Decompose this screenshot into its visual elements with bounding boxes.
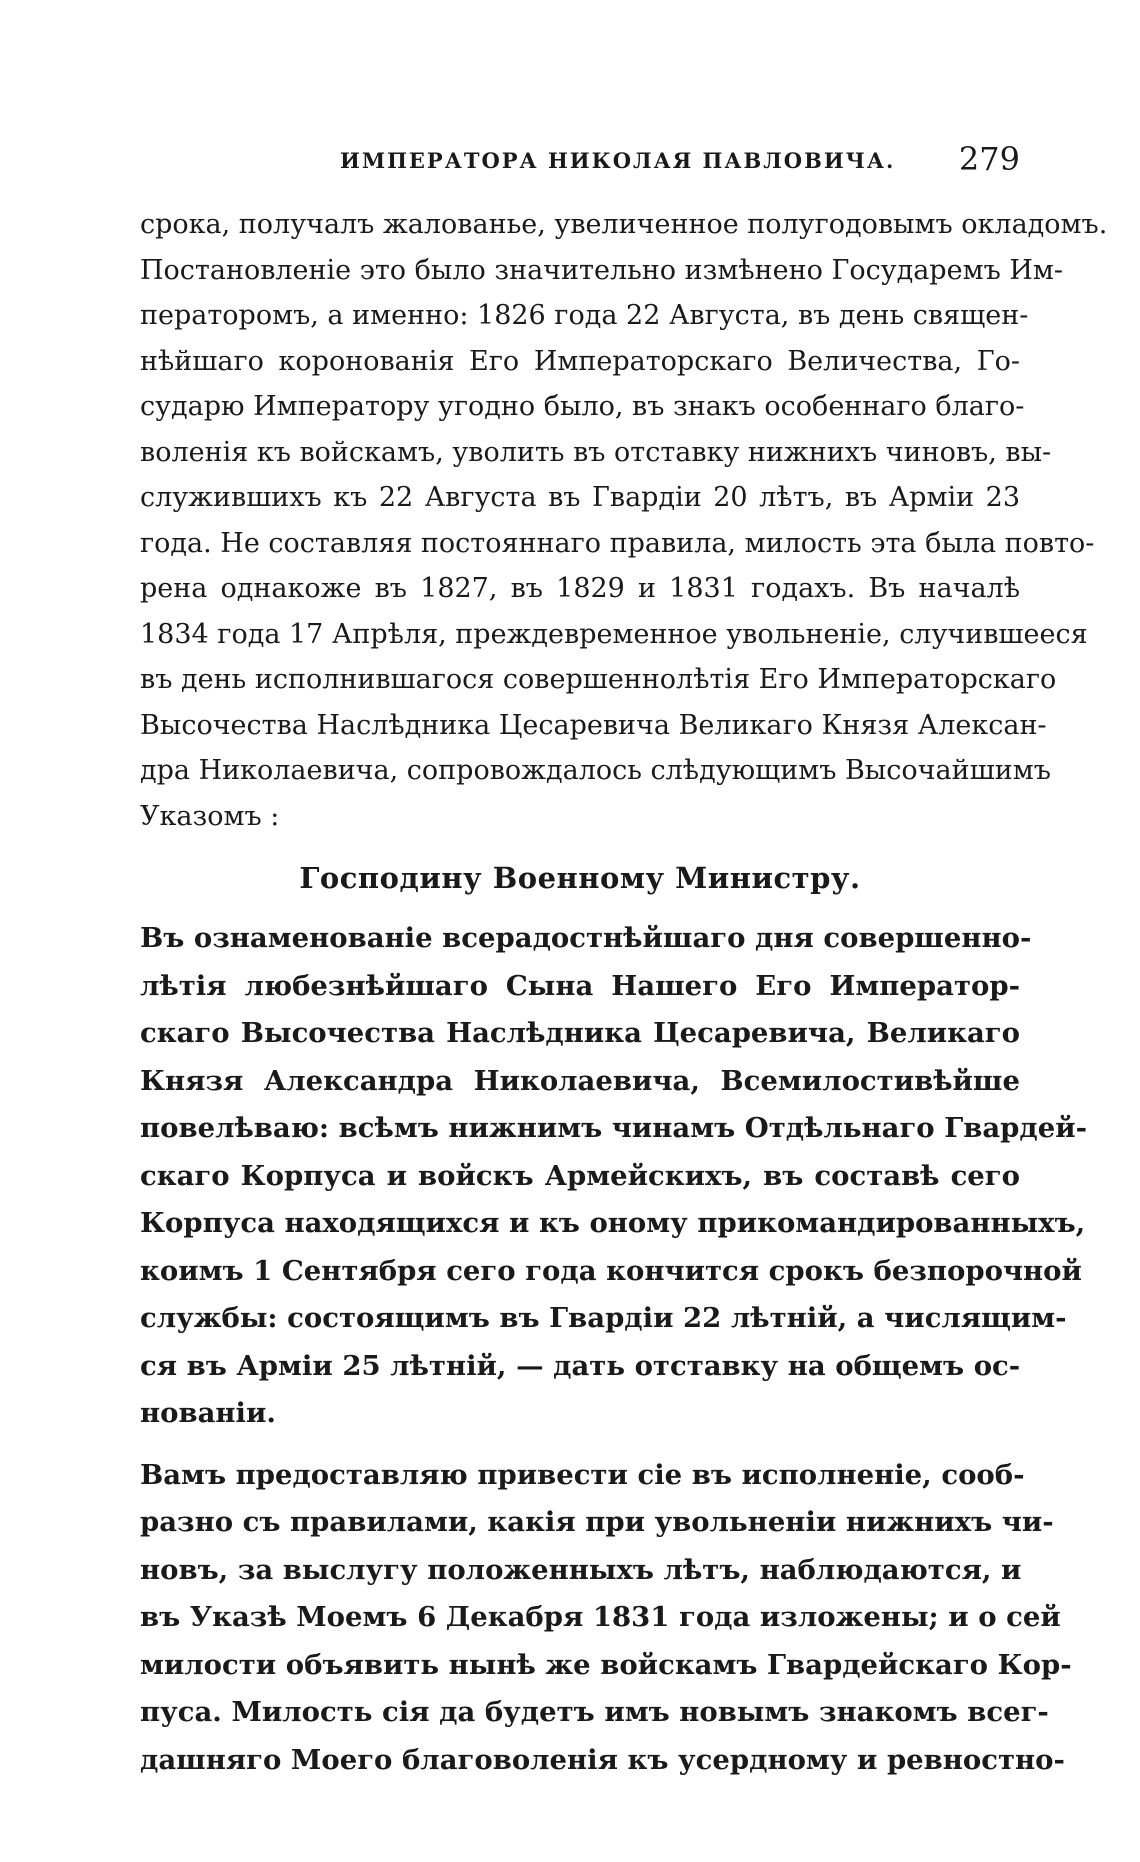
decree-line: Въ ознаменованіе всерадостнѣйшаго дня совершенно- (140, 922, 1032, 954)
text-line: ператоромъ, а именно: 1826 года 22 Августа, въ день священ- (140, 300, 1029, 331)
decree-line: Князя Александра Николаевича, Всемилостивѣйше (140, 1064, 1020, 1097)
text-line: нѣйшаго коронованія Его Императорскаго Величества, Го- (140, 345, 1020, 377)
text-line: воленія къ войскамъ, уволить въ отставку нижнихъ чиновъ, вы- (140, 436, 1052, 468)
body-paragraph (140, 202, 1108, 839)
decree-line: Корпуса находящихся и къ оному прикомандированныхъ, (140, 1207, 1086, 1239)
decree-line: милости объявить нынѣ же войскамъ Гвардейскаго Кор- (140, 1648, 1072, 1681)
decree-line: Вамъ предоставляю привести сіе въ исполненіе, сооб- (140, 1458, 1025, 1491)
decree-line: скаго Корпуса и войскъ Армейскихъ, въ составѣ сего (140, 1159, 1020, 1192)
decree-heading: Господину Военному Министру. (299, 861, 861, 895)
text-line: года. Не составляя постояннаго правила, милость эта была повто- (140, 527, 1095, 559)
decree-text (140, 915, 1088, 1784)
decree-line: ся въ Арміи 25 лѣтній, — дать отставку на общемъ ос- (140, 1349, 1021, 1382)
decree-line: въ Указѣ Моемъ 6 Декабря 1831 года изложены; и о сей (140, 1601, 1061, 1633)
decree-line: повелѣваю: всѣмъ нижнимъ чинамъ Отдѣльнаго Гвардей- (140, 1112, 1088, 1144)
text-line: Указомъ : (140, 800, 280, 832)
decree-line: новъ, за выслугу положенныхъ лѣтъ, наблюдаются, и (140, 1553, 1022, 1586)
text-line: 1834 года 17 Апрѣля, преждевременное увольненіе, случившееся (140, 618, 1088, 650)
decree-line: службы: состоящимъ въ Гвардіи 22 лѣтній, а числящим- (140, 1302, 1067, 1334)
running-header (140, 140, 1020, 190)
text-line: сударю Императору угодно было, въ знакъ особеннаго благо- (140, 391, 1025, 422)
text-line: въ день исполнившагося совершеннолѣтія Его Императорскаго (140, 664, 1057, 695)
text-line: служившихъ къ 22 Августа въ Гвардіи 20 лѣтъ, въ Арміи 23 (140, 482, 1020, 513)
decree-line: нованіи. (140, 1397, 276, 1429)
text-line: срока, получалъ жалованье, увеличенное полугодовымъ окладомъ. (140, 209, 1108, 240)
book-page (140, 140, 1108, 1784)
decree-line: скаго Высочества Наслѣдника Цесаревича, Великаго (140, 1017, 1020, 1049)
decree-line: лѣтія любезнѣйшаго Сына Нашего Его Император- (140, 969, 1020, 1002)
text-line: Высочества Наслѣдника Цесаревича Великаго Князя Алексан- (140, 709, 1047, 741)
decree-line: дашняго Моего благоволенія къ усердному и ревностно- (140, 1743, 1065, 1776)
text-line: рена однакоже въ 1827, въ 1829 и 1831 годахъ. Въ началѣ (140, 573, 1020, 604)
text-line: Постановленіе это было значительно измѣнено Государемъ Им- (140, 254, 1063, 286)
text-line: дра Николаевича, сопровождалось слѣдующимъ Высочайшимъ (140, 755, 1051, 786)
page-number: 279 (958, 140, 1020, 178)
decree-line: пуса. Милость сія да будетъ имъ новымъ знакомъ всег- (140, 1696, 1049, 1728)
decree-line: разно съ правилами, какія при увольненіи нижнихъ чи- (140, 1506, 1054, 1538)
decree-paragraph-1 (140, 915, 1088, 1438)
decree-line: коимъ 1 Сентября сего года кончится срокъ безпорочной (140, 1254, 1082, 1287)
running-title: ИМПЕРАТОРА НИКОЛАЯ ПАВЛОВИЧА. (340, 148, 896, 173)
decree-paragraph-2 (140, 1452, 1072, 1785)
